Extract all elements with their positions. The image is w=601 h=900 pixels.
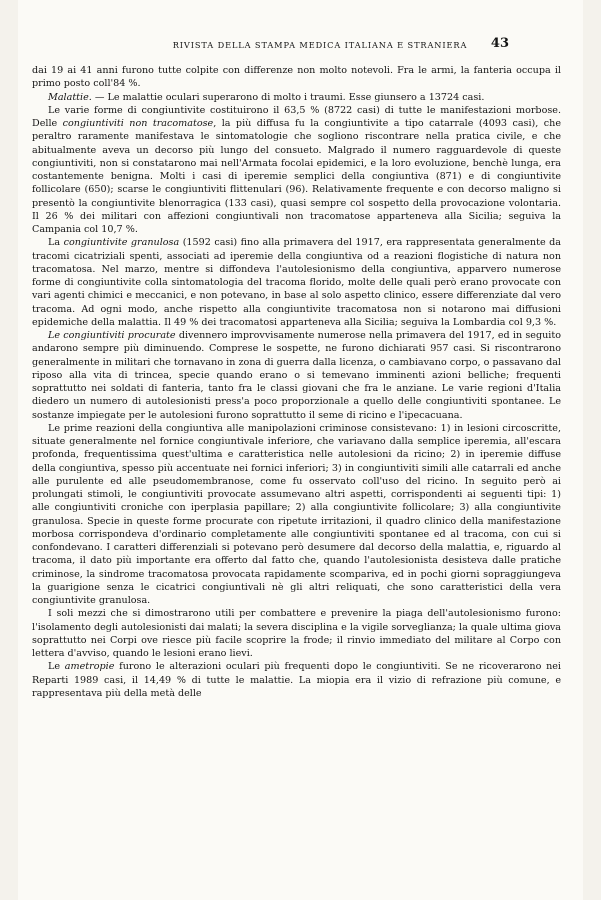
- italic-term: congiuntivite granulosa: [63, 237, 180, 249]
- body-text: [32, 64, 561, 700]
- paragraph: [32, 607, 561, 660]
- document-page: [18, 0, 583, 900]
- text-run: I soli mezzi che si dimostrarono utili per combattere e prevenire la piaga dell'autolesionismo furono: l'isolamento degli autolesionisti dai malati; la severa disciplina e la vigile sorveglianza; la quale ultima giova soprattutto nei Corpi ove riesce più facile scoprire la frode; il rinvio immediato del militare al Corpo con lettera d'avviso, quando le lesioni erano lievi.: [32, 608, 561, 659]
- italic-term: Malattie.: [48, 91, 92, 103]
- paragraph: [32, 64, 561, 91]
- text-run: dai 19 ai 41 anni furono tutte colpite con differenze non molto notevoli. Fra le armi, la fanteria occupa il primo posto coll'84 %.: [32, 65, 561, 90]
- text-run: Le: [48, 661, 65, 673]
- text-run: furono le alterazioni oculari più frequenti dopo le congiuntiviti. Se ne ricoverarono nei Reparti 1989 casi, il 14,49 % di tutte le malattie. La miopia era il vizio di refrazione più comune, e rappresentava più della metà delle: [32, 661, 561, 699]
- text-run: — Le malattie oculari superarono di molto i traumi. Esse giunsero a 13724 casi.: [91, 91, 485, 103]
- text-run: (1592 casi) fino alla primavera del 1917, era rappresentata generalmente da tracomi cicatriziali spenti, associati ad iperemie della congiuntiva od a reazioni flogistiche di natura non tracomatosa. Nel marzo, mentre si diffondeva l'autolesionismo della congiuntiva, apparvero numerose forme di congiuntivite colla sintomatologia del tracoma florido, molte delle quali però erano provocate con vari agenti chimici e meccanici, e non potevano, in base al solo aspetto clinico, essere differenziate dal vero tracoma. Ad ogni modo, anche rispetto alla congiuntivite tracomatosa non si notarono mai diffusioni epidemiche della malattia. Il 49 % dei tracomatosi apparteneva alla Sicilia; seguiva la Lombardia col 9,3 %.: [32, 237, 561, 328]
- italic-term: ametropie: [64, 661, 115, 673]
- text-run: , la più diffusa fu la congiuntivite a tipo catarrale (4093 casi), che peraltro raramente manifestava le sintomatologie che sogliono riscontrare nella pratica civile, e che abitualmente aveva un decorso più lungo del consueto. Malgrado il numero ragguardevole di queste congiuntiviti, non si constatarono mai nell'Armata focolai epidemici, e la loro evoluzione, benchè lunga, era costantemente benigna. Molti i casi di iperemie semplici della congiuntiva (871) e di congiuntivite follicolare (650); scarse le congiuntiviti flittenulari (96). Relativamente frequente e con decorso maligno si presentò la congiuntivite blenorragica (133 casi), quasi sempre col sospetto della provocazione volontaria. Il 26 % dei militari con affezioni congiuntivali non tracomatose apparteneva alla Sicilia; seguiva la Campania col 10,7 %.: [32, 118, 561, 235]
- paragraph: [32, 660, 561, 700]
- paragraph: [32, 236, 561, 329]
- text-run: divennero improvvisamente numerose nella primavera del 1917, ed in seguito andarono sempre più diminuendo. Comprese le sospette, ne furono dichiarati 957 casi. Si riscontrarono generalmente in militari che tornavano in zona di guerra dalla licenza, o cambiavano corpo, o passavano dal riposo alla vita di trincea, specie quando erano o si temevano imminenti azioni belliche; frequenti soprattutto nei soldati di fanteria, tanto fra le classi giovani che fra le anziane. Le varie regioni d'Italia diedero un numero di autolesionisti press'a poco proporzionale a quello delle congiuntiviti spontanee. Le sostanze impiegate per le autolesioni furono soprattutto il seme di ricino e l'ipecacuana.: [32, 330, 561, 421]
- paragraph: [32, 104, 561, 237]
- paragraph: [32, 91, 561, 104]
- italic-term: congiuntiviti non tracomatose: [62, 118, 214, 129]
- text-run: Le varie forme di congiuntivite costituirono il 63,5 % (8722 casi) di tutte le manifestazioni morbose. Delle: [32, 104, 561, 129]
- paragraph: [32, 422, 561, 608]
- italic-term: Le congiuntiviti procurate: [48, 330, 176, 341]
- text-run: La: [48, 237, 64, 249]
- paragraph: [32, 329, 561, 422]
- page-number: 43: [490, 36, 509, 51]
- text-run: Le prime reazioni della congiuntiva alle manipolazioni criminose consistevano: 1) in lesioni circoscritte, situate generalmente nel fornice congiuntivale inferiore, che variavano dalla semplice iperemia, all'escara profonda, frequentissima quest'ultima e caratteristica nelle autolesioni da ricino; 2) in iperemie diffuse della congiuntiva, spesso più accentuate nei fornici inferiori; 3) in congiuntiviti simili alle catarrali ed anche alle purulente ed alle pseudomembranose, come fu osservato coll'uso del ricino. In seguito però ai prolungati stimoli, le congiuntiviti provocate assumevano altri aspetti, corrispondenti ai seguenti tipi: 1) alle congiuntiviti croniche con iperplasia papillare; 2) alla congiuntivite follicolare; 3) alla congiuntivite granulosa. Specie in queste forme procurate con ripetute irritazioni, il quadro clinico della manifestazione morbosa corrispondeva d'ordinario completamente alle congiuntiviti spontanee ed al tracoma, con cui si confondevano. I caratteri differenziali si potevano però desumere dal decorso della malattia, e, riguardo al tracoma, il dato più importante era offerto dal fatto che, quando l'autolesionista desisteva dalle pratiche criminose, la sindrome tracomatosa provocata rapidamente scompariva, ed in pochi giorni sopraggiungeva la guarigione senza le cicatrici congiuntivali nè gli altri reliquati, che sono caratteristici della vera congiuntivite granulosa.: [32, 422, 561, 606]
- running-header: RIVISTA DELLA STAMPA MEDICA ITALIANA E STRANIERA: [172, 40, 468, 50]
